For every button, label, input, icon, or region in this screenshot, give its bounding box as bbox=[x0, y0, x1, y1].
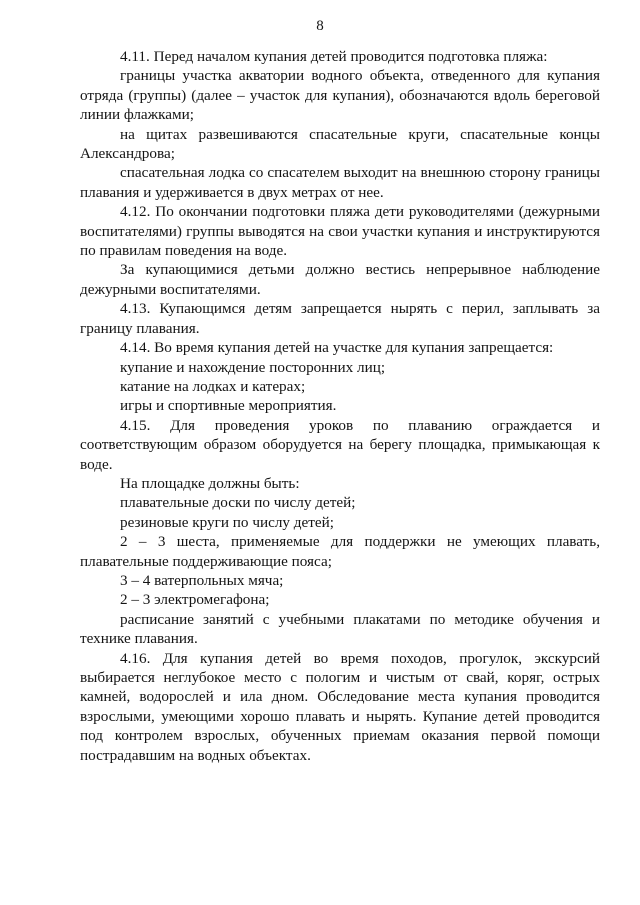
paragraph-4-13: 4.13. Купающимся детям запрещается нырять с перил, заплывать за границу плавания. bbox=[80, 300, 600, 337]
paragraph-4-15: 4.15. Для проведения уроков по плаванию ограждается и соответствующим образом оборудуется на берегу площадка, примыкающая к воде. bbox=[80, 416, 600, 473]
paragraph-4-11: 4.11. Перед началом купания детей проводится подготовка пляжа: bbox=[120, 48, 548, 65]
paragraph-item: игры и спортивные мероприятия. bbox=[120, 397, 337, 415]
paragraph-item: на щитах развешиваются спасательные круги, спасательные концы Александрова; bbox=[80, 125, 600, 163]
paragraph-4-12: 4.12. По окончании подготовки пляжа дети руководителями (дежурными воспитателями) группы выводятся на свои участки купания и инструктируются по правилам поведения на воде. bbox=[80, 203, 600, 260]
paragraph-item: катание на лодках и катерах; bbox=[120, 377, 306, 395]
paragraph-item: 2 – 3 электромегафона; bbox=[120, 591, 270, 609]
paragraph-item: расписание занятий с учебными плакатами по методике обучения и технике плавания. bbox=[80, 610, 600, 648]
paragraph-item: резиновые круги по числу детей; bbox=[120, 513, 334, 531]
paragraph-4-16: 4.16. Для купания детей во время походов, прогулок, экскурсий выбирается неглубокое место с пологим и чистым от свай, коряг, острых камней, водорослей и ила дном. Обследование места купания проводится взрослыми, умеющими хорошо плавать и нырять. Купание детей проводится под контролем взрослых, обученных приемам оказания первой помощи пострадавшим на водных объектах. bbox=[80, 649, 600, 764]
paragraph-item: За купающимися детьми должно вестись непрерывное наблюдение дежурными воспитателями. bbox=[80, 261, 600, 298]
page-number: 8 bbox=[316, 18, 324, 34]
paragraph-item: 3 – 4 ватерпольных мяча; bbox=[120, 571, 284, 589]
paragraph-item: спасательная лодка со спасателем выходит на внешнюю сторону границы плавания и удерживается в двух метрах от нее. bbox=[80, 164, 600, 201]
paragraph-item: плавательные доски по числу детей; bbox=[120, 494, 356, 512]
paragraph-item: На площадке должны быть: bbox=[120, 474, 300, 492]
paragraph-item: купание и нахождение посторонних лиц; bbox=[120, 358, 386, 376]
paragraph-item: 2 – 3 шеста, применяемые для поддержки не умеющих плавать, плавательные поддерживающие пояса; bbox=[80, 533, 600, 570]
paragraph-4-14: 4.14. Во время купания детей на участке для купания запрещается: bbox=[120, 339, 554, 357]
document-body bbox=[80, 47, 600, 765]
paragraph-item: границы участка акватории водного объекта, отведенного для купания отряда (группы) (далее – участок для купания), обозначаются вдоль береговой линии флажками; bbox=[80, 67, 600, 124]
